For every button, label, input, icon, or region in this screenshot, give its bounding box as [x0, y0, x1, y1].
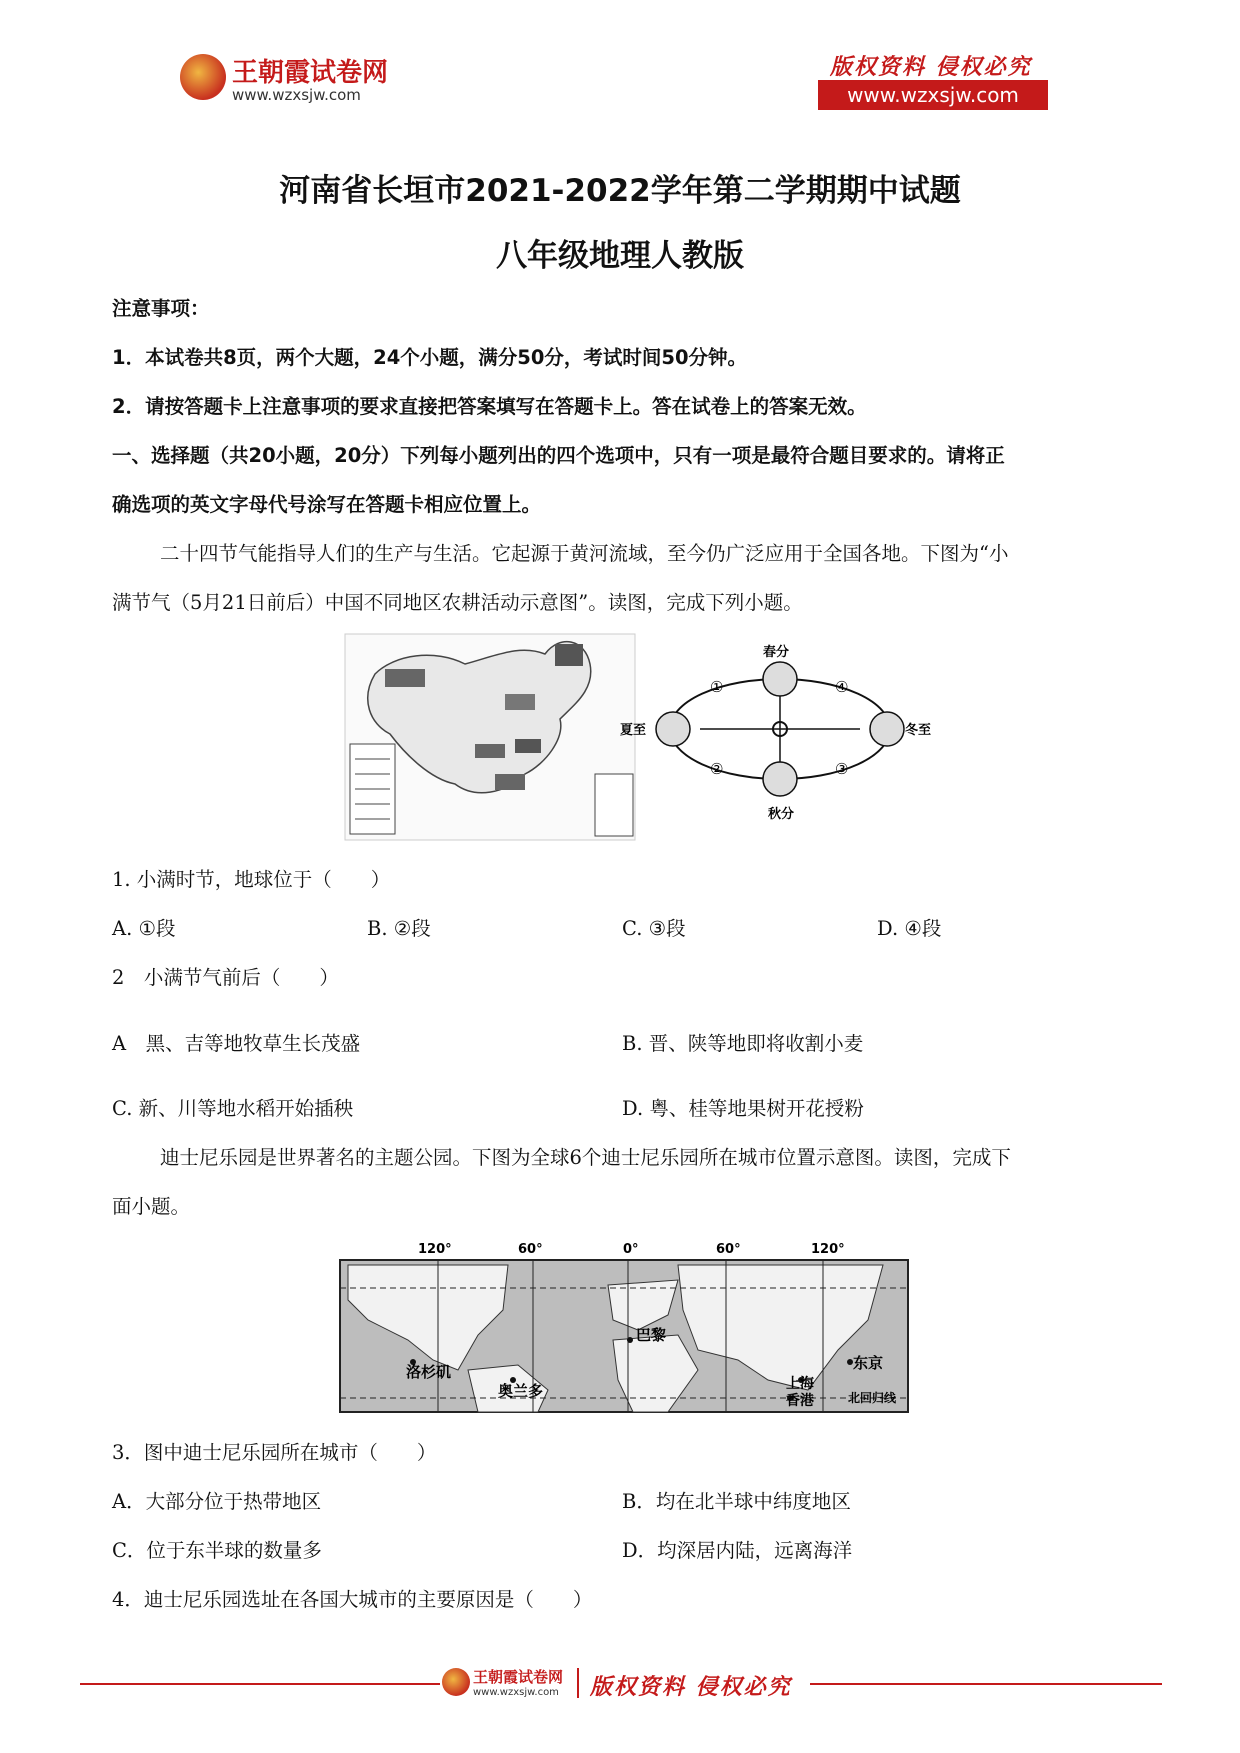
- footer-logo-name: 王朝霞试卷网: [473, 1668, 564, 1686]
- city-label-paris: 巴黎: [636, 1326, 667, 1344]
- q3-stem: 3．图中迪士尼乐园所在城市（ ）: [112, 1441, 437, 1464]
- site-logo: [180, 50, 420, 110]
- label-spring-equinox: 春分: [763, 645, 790, 660]
- q4-stem: 4．迪士尼乐园选址在各国大城市的主要原因是（ ）: [112, 1588, 593, 1611]
- q2-option-a: A 黑、吉等地牧草生长茂盛: [112, 1032, 361, 1055]
- q1-option-b: B. ②段: [367, 917, 431, 940]
- label-summer-solstice: 夏至: [620, 723, 647, 738]
- footer-divider-right: [810, 1683, 1162, 1685]
- logo-seal-icon: [180, 54, 226, 100]
- city-label-tokyo: 东京: [853, 1354, 884, 1372]
- notes-heading: 注意事项：: [112, 297, 210, 320]
- q2-option-b: B. 晋、陕等地即将收割小麦: [622, 1032, 864, 1055]
- q1-stem: 1. 小满时节，地球位于（ ）: [112, 868, 391, 891]
- footer-seal-icon: [442, 1668, 470, 1696]
- label-winter-solstice: 冬至: [905, 723, 932, 738]
- label-seg3: ③: [835, 760, 849, 778]
- footer-separator: [577, 1668, 579, 1698]
- q2-option-d: D. 粤、桂等地果树开花授粉: [622, 1097, 864, 1120]
- passage1-line1: 二十四节气能指导人们的生产与生活。它起源于黄河流域，至今仍广泛应用于全国各地。下图为“小: [160, 542, 1009, 565]
- passage2-line2: 面小题。: [112, 1195, 191, 1218]
- earth-orbit-diagram: [620, 644, 931, 822]
- city-label-orlando: 奥兰多: [498, 1382, 544, 1400]
- china-map: [345, 634, 635, 840]
- footer-divider-left: [80, 1683, 440, 1685]
- notes-item-2: 2．请按答题卡上注意事项的要求直接把答案填写在答题卡上。答在试卷上的答案无效。: [112, 395, 867, 418]
- label-seg4: ④: [835, 678, 849, 696]
- copyright-notice: 版权资料 侵权必究: [830, 54, 1032, 80]
- passage1-line2: 满节气（5月21日前后）中国不同地区农耕活动示意图”。读图，完成下列小题。: [112, 591, 803, 614]
- lon-label-120w: 120°: [418, 1242, 452, 1257]
- q2-stem: 2 小满节气前后（ ）: [112, 966, 339, 989]
- q2-option-c: C. 新、川等地水稻开始插秧: [112, 1097, 354, 1120]
- q1-option-a: A. ①段: [112, 917, 176, 940]
- city-label-la: 洛杉矶: [406, 1363, 452, 1381]
- logo-url: www.wzxsjw.com: [232, 86, 361, 104]
- label-seg1: ①: [710, 678, 724, 696]
- city-marker-paris: [627, 1337, 633, 1343]
- q3-option-c: C．位于东半球的数量多: [112, 1539, 322, 1562]
- label-autumn-equinox: 秋分: [768, 807, 795, 822]
- section1-instruction-2: 确选项的英文字母代号涂写在答题卡相应位置上。: [112, 493, 542, 516]
- exam-title: 河南省长垣市2021-2022学年第二学期期中试题: [279, 173, 961, 209]
- section1-instruction-1: 一、选择题（共20小题，20分）下列每小题列出的四个选项中，只有一项是最符合题目要求的。请将正: [112, 444, 1005, 467]
- q1-option-c: C. ③段: [622, 917, 686, 940]
- copyright-url: www.wzxsjw.com: [818, 80, 1048, 110]
- exam-subtitle: 八年级地理人教版: [496, 238, 744, 274]
- lon-label-0: 0°: [623, 1242, 639, 1257]
- q3-option-d: D．均深居内陆，远离海洋: [622, 1539, 853, 1562]
- q3-option-b: B．均在北半球中纬度地区: [622, 1490, 851, 1513]
- q3-option-a: A．大部分位于热带地区: [112, 1490, 322, 1513]
- lon-label-60e: 60°: [716, 1242, 741, 1257]
- label-north-tropic: 北回归线: [848, 1391, 897, 1405]
- logo-name: 王朝霞试卷网: [232, 58, 389, 88]
- figure-world-disney-map: [338, 1240, 910, 1415]
- city-label-hongkong: 香港: [786, 1393, 814, 1409]
- lon-label-60w: 60°: [518, 1242, 543, 1257]
- figure-china-farming-orbit: [345, 634, 932, 840]
- notes-item-1: 1．本试卷共8页，两个大题，24个小题，满分50分，考试时间50分钟。: [112, 346, 748, 369]
- footer-logo-url: www.wzxsjw.com: [473, 1687, 559, 1698]
- q1-option-d: D. ④段: [877, 917, 942, 940]
- footer-copyright: 版权资料 侵权必究: [590, 1674, 792, 1700]
- passage2-line1: 迪士尼乐园是世界著名的主题公园。下图为全球6个迪士尼乐园所在城市位置示意图。读图，完成下: [160, 1146, 1011, 1169]
- label-seg2: ②: [710, 760, 724, 778]
- city-label-shanghai: 上海: [786, 1376, 814, 1392]
- lon-label-120e: 120°: [811, 1242, 845, 1257]
